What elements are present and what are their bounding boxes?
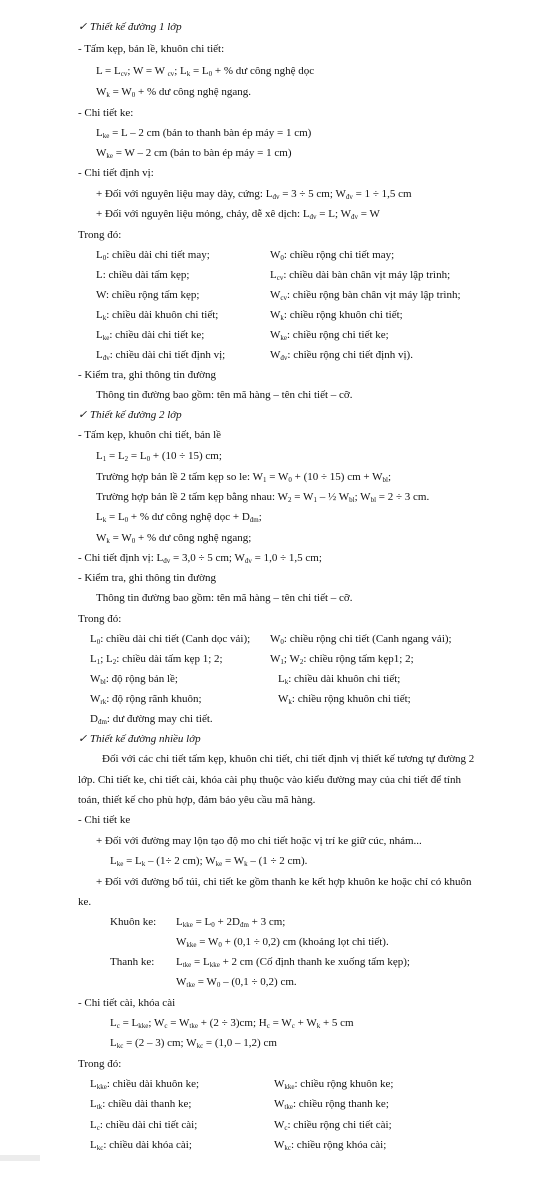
text-line: $L_0$: chiều dài chi tiết (Canh dọc vải); — [90, 633, 251, 646]
text-line: W: chiều rộng tấm kẹp; — [96, 289, 200, 301]
text-line: $W_1$; $W_2$: chiều rộng tấm kẹp1; 2; — [270, 653, 414, 666]
text-line: $W_0$: chiều rộng chi tiết (Canh ngang vải); — [270, 633, 452, 646]
text-line: $L_{tk}$: chiều dài thanh ke; — [90, 1098, 192, 1111]
text-line: Trong đó: — [78, 613, 122, 625]
text-line: $L_{tke} = L_{kke} + 2$ cm (Cố định thanh ke xuống tấm kẹp); — [176, 956, 410, 969]
text-line: Đối với các chi tiết tấm kẹp, khuôn chi tiết, chi tiết định vị thiết kế tương tự đường 2 — [102, 753, 475, 765]
text-line: $L_{ke} = L_k - (1\div 2$ cm); $W_{ke} = W_k - (1 \div 2$ cm). — [110, 855, 308, 868]
text-line: + Đối với đường may lộn tạo độ mo chi tiết hoặc vị trí ke giữ cúc, nhám... — [96, 835, 422, 847]
text-line: $L_0$: chiều dài chi tiết may; — [96, 249, 210, 262]
scan-artifact — [0, 1155, 40, 1161]
text-line: - Chi tiết định vị: $L_{đv} = 3,0 \div 5$ cm; $W_{đv} = 1,0 \div 1,5$ cm; — [78, 552, 322, 565]
text-line: $L_{ke}$: chiều dài chi tiết ke; — [96, 329, 205, 342]
text-line: Khuôn ke: — [110, 916, 157, 928]
text-line: $L_k = L_0$ + % dư công nghệ dọc + $D_{đm}$; — [96, 511, 262, 524]
text-line: - Chi tiết ke — [78, 814, 131, 826]
text-line: $D_{đm}$: dư đường may chi tiết. — [90, 713, 213, 726]
text-line: Trường hợp bản lề 2 tấm kẹp so le: $W_1 = W_0 + (10 \div 15)$ cm + $W_{bl}$; — [96, 471, 392, 484]
text-line: $L_{cv}$: chiều dài bàn chân vịt máy lập trình; — [270, 269, 451, 282]
text-line: + Đối với nguyên liệu may dày, cứng: $L_{đv} = 3 \div 5$ cm; $W_{đv} = 1 \div 1,5$ cm — [96, 188, 412, 201]
text-line: $L = L_{cv}$; W = W $_{cv}$; $L_k = L_0$ + % dư công nghệ dọc — [96, 65, 315, 78]
text-line: Thông tin đường bao gồm: tên mã hàng – tên chi tiết – cỡ. — [96, 592, 353, 604]
text-line: $W_{ke} = W - 2$ cm (bản to bàn ép máy = 1 cm) — [96, 147, 292, 160]
text-line: $W_{cv}$: chiều rộng bàn chân vịt máy lập trình; — [270, 289, 461, 302]
text-line: $W_{kke} = W_0 + (0,1 \div 0,2)$ cm (khoảng lọt chi tiết). — [176, 936, 389, 949]
text-line: $L_k$: chiều dài khuôn chi tiết; — [96, 309, 219, 322]
text-line: - Tấm kẹp, bản lề, khuôn chi tiết: — [78, 43, 225, 55]
text-line: Trong đó: — [78, 1058, 122, 1070]
text-line: $L_{kke}$: chiều dài khuôn ke; — [90, 1078, 200, 1091]
text-line: $W_{rk}$: độ rộng rãnh khuôn; — [90, 693, 202, 706]
text-line: $W_k = W_0$ + % dư công nghệ ngang. — [96, 86, 252, 99]
text-line: $W_k$: chiều rộng khuôn chi tiết; — [278, 693, 411, 706]
text-line: $L_{kc} = (2 - 3)$ cm; $W_{kc} = (1,0 - 1,2)$ cm — [110, 1037, 277, 1050]
text-line: $L_1$; $L_2$: chiều dài tấm kẹp 1; 2; — [90, 653, 223, 666]
text-line: L: chiều dài tấm kẹp; — [96, 269, 190, 281]
section-heading: ✓ Thiết kế đường 1 lớp — [78, 21, 182, 33]
text-line: Trong đó: — [78, 229, 122, 241]
text-line: $W_k$: chiều rộng khuôn chi tiết; — [270, 309, 403, 322]
text-line: - Tấm kẹp, khuôn chi tiết, bản lề — [78, 429, 222, 441]
text-line: $W_{ke}$: chiều rộng chi tiết ke; — [270, 329, 389, 342]
text-line: $W_{tke}$: chiều rộng thanh ke; — [274, 1098, 389, 1111]
text-line: $L_1 = L_2 = L_0 + (10 \div 15)$ cm; — [96, 450, 222, 463]
text-line: $W_{kke}$: chiều rộng khuôn ke; — [274, 1078, 394, 1091]
text-line: Thanh ke: — [110, 956, 155, 968]
text-line: $L_{ke} = L - 2$ cm (bản to thanh bàn ép máy = 1 cm) — [96, 127, 312, 140]
text-line: lớp. Chi tiết ke, chi tiết cài, khóa cài phụ thuộc vào kiểu đường may của chi tiết để tính — [78, 774, 461, 786]
text-line: - Chi tiết cài, khóa cài — [78, 997, 176, 1009]
text-line: Thông tin đường bao gồm: tên mã hàng – tên chi tiết – cỡ. — [96, 389, 353, 401]
text-line: $W_c$: chiều rộng chi tiết cài; — [274, 1119, 392, 1132]
text-line: $W_0$: chiều rộng chi tiết may; — [270, 249, 395, 262]
text-line: toán, thiết kế cho phù hợp, đảm bảo yêu cầu mã hàng. — [78, 794, 316, 806]
text-line: - Chi tiết ke: — [78, 107, 134, 119]
text-line: $L_k$: chiều dài khuôn chi tiết; — [278, 673, 401, 686]
text-line: $W_{tke} = W_0 - (0,1 \div 0,2)$ cm. — [176, 976, 297, 989]
text-line: $W_{kc}$: chiều rộng khóa cài; — [274, 1139, 387, 1152]
section-heading: ✓ Thiết kế đường 2 lớp — [78, 409, 182, 421]
text-line: - Kiểm tra, ghi thông tin đường — [78, 572, 216, 584]
text-line: - Kiểm tra, ghi thông tin đường — [78, 369, 216, 381]
text-line: + Đối với đường bổ túi, chi tiết ke gồm thanh ke kết hợp khuôn ke hoặc chỉ có khuôn — [96, 876, 472, 888]
text-line: $L_{kc}$: chiều dài khóa cài; — [90, 1139, 192, 1152]
text-line: Trường hợp bản lề 2 tấm kẹp bằng nhau: $W_2 = W_1$ – ½ $W_{bl}$; $W_{bl} = 2 \div 3$ cm. — [96, 491, 430, 504]
text-line: $L_c = L_{kke}$; $W_c = W_{tke} + (2 \div 3)cm$; $H_c = W_c + W_k + 5$ cm — [110, 1017, 354, 1030]
text-line: $W_k = W_0$ + % dư công nghệ ngang; — [96, 532, 252, 545]
text-line: $L_{đv}$: chiều dài chi tiết định vị; — [96, 349, 226, 362]
text-line: + Đối với nguyên liệu mỏng, chảy, dễ xê dịch: $L_{đv} = L$; $W_{đv} = W$ — [96, 208, 380, 221]
text-line: $W_{đv}$: chiều rộng chi tiết định vị). — [270, 349, 413, 362]
text-line: ke. — [78, 896, 92, 908]
text-line: $L_{kke} = L_0 + 2D_{đm} + 3$ cm; — [176, 916, 286, 929]
text-line: $L_c$: chiều dài chi tiết cài; — [90, 1119, 198, 1132]
text-line: $W_{bl}$: độ rộng bản lề; — [90, 673, 178, 686]
text-line: - Chi tiết định vị: — [78, 167, 154, 179]
section-heading: ✓ Thiết kế đường nhiều lớp — [78, 733, 201, 745]
